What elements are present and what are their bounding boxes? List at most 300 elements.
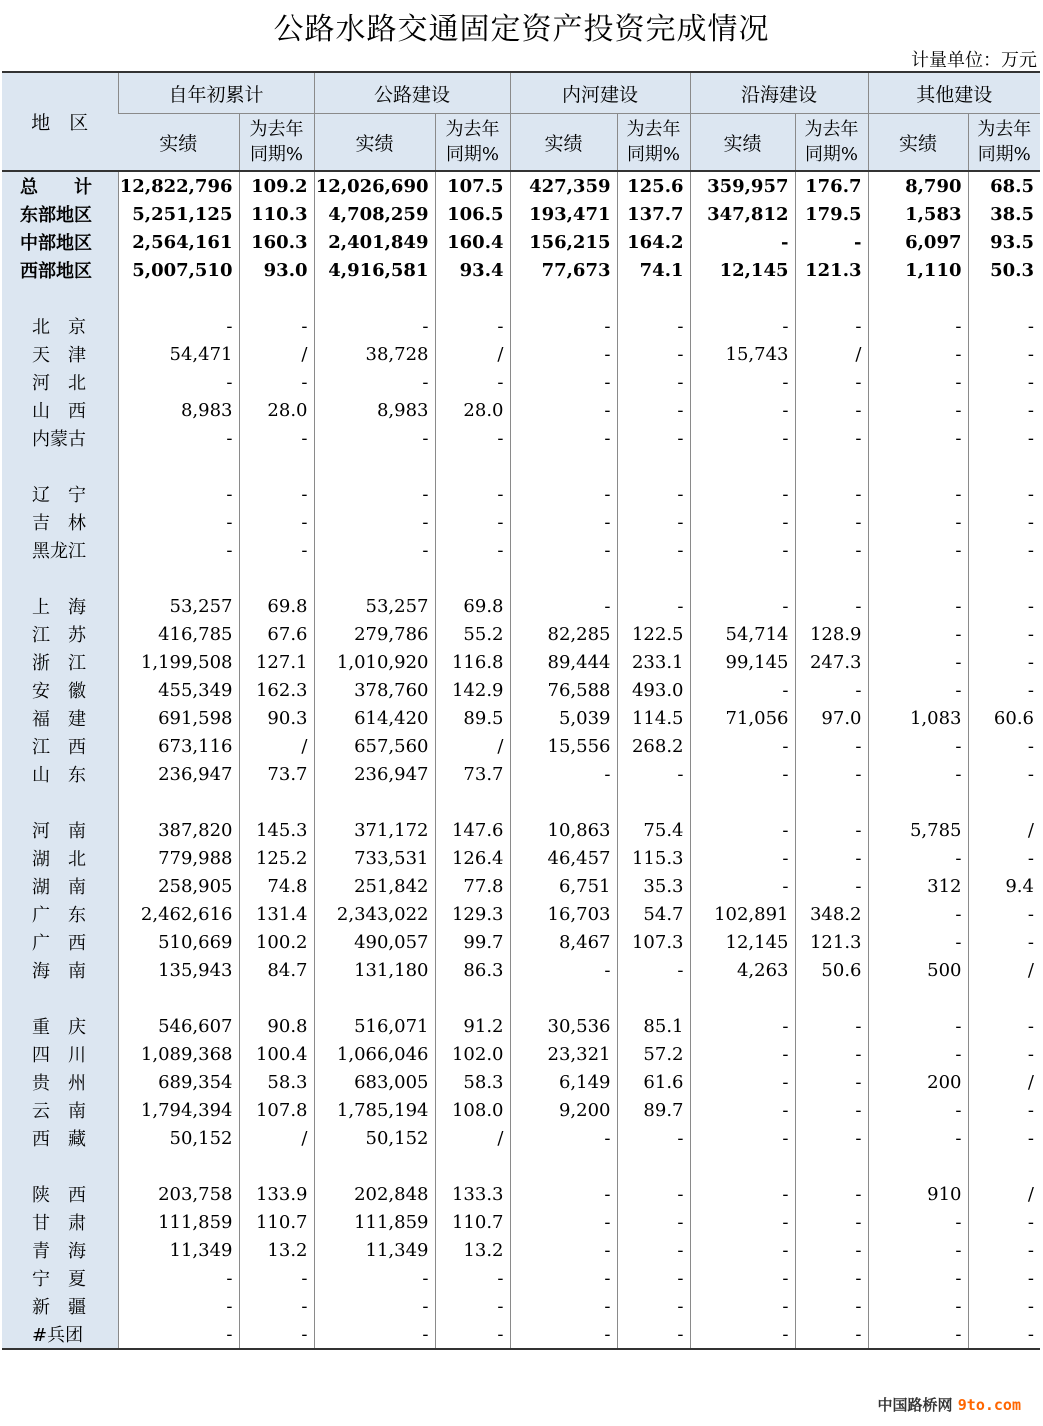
actual-value: 689,354 <box>118 1068 239 1096</box>
yoy-pct-value: 60.6 <box>968 704 1040 732</box>
yoy-pct-value: 348.2 <box>795 900 868 928</box>
yoy-pct-value: - <box>795 1012 868 1040</box>
table-row <box>2 480 1040 508</box>
yoy-pct-value: 13.2 <box>239 1236 314 1264</box>
yoy-pct-value: - <box>239 1264 314 1292</box>
yoy-pct-value: - <box>968 648 1040 676</box>
summary-row <box>2 200 1040 228</box>
yoy-pct-value: - <box>617 536 690 564</box>
actual-value: - <box>690 844 795 872</box>
actual-value: 50,152 <box>314 1124 435 1152</box>
actual-value: - <box>510 592 617 620</box>
actual-value: 371,172 <box>314 816 435 844</box>
yoy-pct-value: - <box>795 368 868 396</box>
yoy-pct-value: - <box>968 1292 1040 1320</box>
actual-value: - <box>118 424 239 452</box>
yoy-pct-value: 102.0 <box>435 1040 510 1068</box>
actual-value: 193,471 <box>510 200 617 228</box>
actual-value: 8,983 <box>314 396 435 424</box>
yoy-pct-value: / <box>239 340 314 368</box>
yoy-pct-value: 67.6 <box>239 620 314 648</box>
yoy-pct-value: 110.7 <box>239 1208 314 1236</box>
yoy-pct-value: - <box>968 1012 1040 1040</box>
actual-value: 683,005 <box>314 1068 435 1096</box>
spacer-cell <box>2 1152 118 1180</box>
actual-value: 6,751 <box>510 872 617 900</box>
table-body <box>2 171 1040 1349</box>
actual-value: - <box>510 424 617 452</box>
actual-value: - <box>314 368 435 396</box>
actual-value: 387,820 <box>118 816 239 844</box>
spacer-cell <box>314 452 435 480</box>
yoy-pct-value: 93.4 <box>435 256 510 284</box>
watermark-site: 中国路桥网 <box>877 1396 953 1414</box>
yoy-pct-value: 247.3 <box>795 648 868 676</box>
actual-value: - <box>690 424 795 452</box>
yoy-pct-value: / <box>968 1180 1040 1208</box>
table-row <box>2 760 1040 788</box>
region-name: 云 南 <box>2 1096 118 1124</box>
yoy-pct-value: 493.0 <box>617 676 690 704</box>
table-row <box>2 1264 1040 1292</box>
actual-value: - <box>510 340 617 368</box>
actual-value: - <box>510 1292 617 1320</box>
actual-value: 1,010,920 <box>314 648 435 676</box>
yoy-pct-value: - <box>795 1180 868 1208</box>
spacer-cell <box>2 564 118 592</box>
yoy-pct-value: - <box>239 312 314 340</box>
group-header-total: 自年初累计 <box>118 72 314 114</box>
yoy-pct-value: 268.2 <box>617 732 690 760</box>
spacer-cell <box>690 284 795 312</box>
yoy-pct-header-line2: 同期% <box>804 144 859 165</box>
region-name: 河 南 <box>2 816 118 844</box>
spacer-cell <box>435 984 510 1012</box>
actual-header: 实绩 <box>314 114 435 172</box>
actual-value: - <box>314 508 435 536</box>
watermark <box>878 1394 1021 1415</box>
table-row <box>2 1208 1040 1236</box>
actual-value: 71,056 <box>690 704 795 732</box>
actual-value: 4,708,259 <box>314 200 435 228</box>
yoy-pct-value: - <box>795 1292 868 1320</box>
actual-value: - <box>868 1236 968 1264</box>
actual-value: - <box>690 760 795 788</box>
region-name: 海 南 <box>2 956 118 984</box>
group-header-coastal: 沿海建设 <box>690 72 868 114</box>
spacer-cell <box>968 984 1040 1012</box>
yoy-pct-value: 107.8 <box>239 1096 314 1124</box>
yoy-pct-value: 100.4 <box>239 1040 314 1068</box>
yoy-pct-value: - <box>435 424 510 452</box>
actual-value: - <box>510 536 617 564</box>
yoy-pct-value: - <box>968 1124 1040 1152</box>
region-name: 天 津 <box>2 340 118 368</box>
spacer-cell <box>510 788 617 816</box>
spacer-cell <box>239 1152 314 1180</box>
yoy-pct-value: - <box>617 1208 690 1236</box>
region-name: 广 东 <box>2 900 118 928</box>
region-name: 上 海 <box>2 592 118 620</box>
actual-value: - <box>690 396 795 424</box>
region-name: 山 西 <box>2 396 118 424</box>
region-name: 黑龙江 <box>2 536 118 564</box>
yoy-pct-value: 107.3 <box>617 928 690 956</box>
actual-value: 910 <box>868 1180 968 1208</box>
actual-value: - <box>510 1124 617 1152</box>
actual-value: 77,673 <box>510 256 617 284</box>
actual-value: - <box>118 312 239 340</box>
actual-value: - <box>868 732 968 760</box>
yoy-pct-value: - <box>795 732 868 760</box>
spacer-cell <box>868 564 968 592</box>
yoy-pct-value: - <box>795 396 868 424</box>
actual-value: - <box>118 1320 239 1349</box>
yoy-pct-value: - <box>968 368 1040 396</box>
yoy-pct-value: - <box>968 676 1040 704</box>
summary-row <box>2 171 1040 200</box>
yoy-pct-value: - <box>795 844 868 872</box>
yoy-pct-value: - <box>795 424 868 452</box>
yoy-pct-value: 162.3 <box>239 676 314 704</box>
yoy-pct-value: - <box>617 1180 690 1208</box>
yoy-pct-value: - <box>795 1040 868 1068</box>
actual-value: 347,812 <box>690 200 795 228</box>
actual-value: 733,531 <box>314 844 435 872</box>
actual-value: - <box>690 1292 795 1320</box>
yoy-pct-value: 133.3 <box>435 1180 510 1208</box>
actual-value: 38,728 <box>314 340 435 368</box>
actual-value: 203,758 <box>118 1180 239 1208</box>
yoy-pct-value: 137.7 <box>617 200 690 228</box>
yoy-pct-value: - <box>795 1068 868 1096</box>
actual-value: - <box>510 312 617 340</box>
yoy-pct-value: 58.3 <box>239 1068 314 1096</box>
table-row <box>2 844 1040 872</box>
yoy-pct-value: - <box>435 1320 510 1349</box>
yoy-pct-value: - <box>239 424 314 452</box>
yoy-pct-value: 89.5 <box>435 704 510 732</box>
actual-value: - <box>690 368 795 396</box>
actual-value: - <box>690 1068 795 1096</box>
yoy-pct-value: 107.5 <box>435 171 510 200</box>
spacer-cell <box>435 788 510 816</box>
header-row-groups <box>2 72 1040 114</box>
actual-value: 53,257 <box>314 592 435 620</box>
unit-label: 计量单位：万元 <box>911 50 1037 71</box>
region-name: 宁 夏 <box>2 1264 118 1292</box>
region-name: #兵团 <box>2 1320 118 1349</box>
yoy-pct-value: 55.2 <box>435 620 510 648</box>
yoy-pct-value: - <box>795 508 868 536</box>
yoy-pct-value: - <box>795 1096 868 1124</box>
yoy-pct-value: - <box>435 312 510 340</box>
actual-value: 16,703 <box>510 900 617 928</box>
yoy-pct-value: 61.6 <box>617 1068 690 1096</box>
yoy-pct-value: 125.6 <box>617 171 690 200</box>
yoy-pct-value: - <box>435 508 510 536</box>
actual-value: - <box>690 1012 795 1040</box>
actual-value: 251,842 <box>314 872 435 900</box>
spacer-row <box>2 984 1040 1012</box>
actual-value: 546,607 <box>118 1012 239 1040</box>
yoy-pct-value: - <box>795 1236 868 1264</box>
yoy-pct-value: - <box>617 368 690 396</box>
actual-value: 54,471 <box>118 340 239 368</box>
yoy-pct-value: - <box>435 536 510 564</box>
spacer-cell <box>617 564 690 592</box>
spacer-cell <box>118 452 239 480</box>
yoy-pct-header-line1: 为去年 <box>249 119 304 140</box>
actual-value: 5,007,510 <box>118 256 239 284</box>
spacer-cell <box>510 452 617 480</box>
yoy-pct-value: 100.2 <box>239 928 314 956</box>
yoy-pct-value: - <box>617 1292 690 1320</box>
actual-value: 54,714 <box>690 620 795 648</box>
yoy-pct-value: 122.5 <box>617 620 690 648</box>
yoy-pct-value: 68.5 <box>968 171 1040 200</box>
region-name: 福 建 <box>2 704 118 732</box>
actual-value: - <box>690 508 795 536</box>
investment-table <box>2 71 1040 1350</box>
yoy-pct-value: - <box>435 368 510 396</box>
yoy-pct-value: 109.2 <box>239 171 314 200</box>
yoy-pct-value: - <box>968 312 1040 340</box>
spacer-cell <box>868 284 968 312</box>
spacer-cell <box>968 452 1040 480</box>
region-name: 贵 州 <box>2 1068 118 1096</box>
actual-value: - <box>868 760 968 788</box>
spacer-cell <box>868 452 968 480</box>
actual-value: - <box>690 1096 795 1124</box>
region-name: 陕 西 <box>2 1180 118 1208</box>
actual-value: - <box>868 480 968 508</box>
actual-value: - <box>868 928 968 956</box>
spacer-cell <box>795 564 868 592</box>
yoy-pct-value: / <box>239 732 314 760</box>
yoy-pct-value: - <box>239 1292 314 1320</box>
region-name: 吉 林 <box>2 508 118 536</box>
yoy-pct-value: - <box>795 1124 868 1152</box>
yoy-pct-value: 69.8 <box>435 592 510 620</box>
yoy-pct-value: - <box>968 844 1040 872</box>
yoy-pct-value: - <box>968 536 1040 564</box>
region-header: 地 区 <box>2 72 118 171</box>
yoy-pct-value: - <box>968 1264 1040 1292</box>
spacer-cell <box>239 564 314 592</box>
yoy-pct-value: 116.8 <box>435 648 510 676</box>
actual-value: - <box>690 480 795 508</box>
yoy-pct-value: - <box>795 1320 868 1349</box>
region-name: 西 藏 <box>2 1124 118 1152</box>
spacer-cell <box>118 284 239 312</box>
table-row <box>2 1096 1040 1124</box>
actual-value: - <box>868 900 968 928</box>
region-name: 东部地区 <box>2 200 118 228</box>
actual-value: 490,057 <box>314 928 435 956</box>
actual-value: 8,467 <box>510 928 617 956</box>
yoy-pct-value: - <box>795 872 868 900</box>
actual-value: - <box>868 844 968 872</box>
yoy-pct-value: - <box>239 536 314 564</box>
yoy-pct-value: 73.7 <box>435 760 510 788</box>
yoy-pct-value: - <box>968 480 1040 508</box>
yoy-pct-value: - <box>968 760 1040 788</box>
yoy-pct-value: 99.7 <box>435 928 510 956</box>
actual-value: - <box>314 312 435 340</box>
yoy-pct-value: - <box>968 340 1040 368</box>
actual-value: 6,097 <box>868 228 968 256</box>
yoy-pct-value: 86.3 <box>435 956 510 984</box>
actual-value: 111,859 <box>314 1208 435 1236</box>
yoy-pct-value: - <box>795 1208 868 1236</box>
yoy-pct-value: 145.3 <box>239 816 314 844</box>
actual-value: 200 <box>868 1068 968 1096</box>
yoy-pct-header <box>435 114 510 172</box>
yoy-pct-value: - <box>435 1292 510 1320</box>
spacer-cell <box>690 452 795 480</box>
yoy-pct-value: 110.7 <box>435 1208 510 1236</box>
spacer-cell <box>314 984 435 1012</box>
table-row <box>2 1320 1040 1349</box>
yoy-pct-value: 13.2 <box>435 1236 510 1264</box>
spacer-cell <box>968 284 1040 312</box>
actual-value: - <box>510 1320 617 1349</box>
yoy-pct-value: 50.6 <box>795 956 868 984</box>
yoy-pct-header-line2: 同期% <box>445 144 500 165</box>
region-name: 新 疆 <box>2 1292 118 1320</box>
yoy-pct-value: - <box>617 396 690 424</box>
yoy-pct-header <box>968 114 1040 172</box>
actual-value: 82,285 <box>510 620 617 648</box>
actual-value: - <box>868 340 968 368</box>
actual-value: 53,257 <box>118 592 239 620</box>
yoy-pct-value: 147.6 <box>435 816 510 844</box>
yoy-pct-value: 121.3 <box>795 928 868 956</box>
yoy-pct-value: 58.3 <box>435 1068 510 1096</box>
yoy-pct-value: - <box>617 1236 690 1264</box>
actual-value: - <box>868 1320 968 1349</box>
actual-value: 5,251,125 <box>118 200 239 228</box>
actual-value: 5,785 <box>868 816 968 844</box>
yoy-pct-value: - <box>968 396 1040 424</box>
table-row <box>2 312 1040 340</box>
yoy-pct-value: 128.9 <box>795 620 868 648</box>
table-row <box>2 872 1040 900</box>
table-row <box>2 648 1040 676</box>
region-name: 浙 江 <box>2 648 118 676</box>
actual-value: 12,026,690 <box>314 171 435 200</box>
table-row <box>2 1180 1040 1208</box>
yoy-pct-header-line1: 为去年 <box>445 119 500 140</box>
spacer-cell <box>968 564 1040 592</box>
yoy-pct-value: 85.1 <box>617 1012 690 1040</box>
yoy-pct-value: - <box>617 592 690 620</box>
actual-value: 416,785 <box>118 620 239 648</box>
actual-value: - <box>690 1264 795 1292</box>
actual-value: 131,180 <box>314 956 435 984</box>
yoy-pct-value: 121.3 <box>795 256 868 284</box>
yoy-pct-value: - <box>435 480 510 508</box>
yoy-pct-value: 142.9 <box>435 676 510 704</box>
actual-value: - <box>690 1180 795 1208</box>
yoy-pct-value: 54.7 <box>617 900 690 928</box>
region-name: 辽 宁 <box>2 480 118 508</box>
yoy-pct-value: 35.3 <box>617 872 690 900</box>
yoy-pct-value: 84.7 <box>239 956 314 984</box>
yoy-pct-value: 115.3 <box>617 844 690 872</box>
yoy-pct-value: 106.5 <box>435 200 510 228</box>
yoy-pct-value: 38.5 <box>968 200 1040 228</box>
yoy-pct-value: 131.4 <box>239 900 314 928</box>
yoy-pct-value: - <box>617 480 690 508</box>
spacer-cell <box>510 984 617 1012</box>
actual-header: 实绩 <box>868 114 968 172</box>
yoy-pct-header-line2: 同期% <box>249 144 304 165</box>
table-row <box>2 1068 1040 1096</box>
yoy-pct-value: 108.0 <box>435 1096 510 1124</box>
summary-row <box>2 256 1040 284</box>
actual-value: - <box>868 424 968 452</box>
spacer-cell <box>510 284 617 312</box>
yoy-pct-value: - <box>795 1264 868 1292</box>
yoy-pct-value: - <box>968 732 1040 760</box>
actual-value: - <box>118 1292 239 1320</box>
yoy-pct-value: 179.5 <box>795 200 868 228</box>
yoy-pct-value: / <box>435 732 510 760</box>
table-row <box>2 424 1040 452</box>
spacer-cell <box>2 788 118 816</box>
region-name: 山 东 <box>2 760 118 788</box>
table-row <box>2 816 1040 844</box>
actual-value: - <box>314 536 435 564</box>
spacer-cell <box>314 788 435 816</box>
actual-value: - <box>510 1180 617 1208</box>
actual-value: 12,822,796 <box>118 171 239 200</box>
yoy-pct-value: 125.2 <box>239 844 314 872</box>
page-title: 公路水路交通固定资产投资完成情况 <box>273 12 770 47</box>
yoy-pct-value: - <box>239 508 314 536</box>
actual-value: - <box>690 816 795 844</box>
spacer-cell <box>118 788 239 816</box>
spacer-cell <box>868 1152 968 1180</box>
yoy-pct-value: - <box>795 760 868 788</box>
yoy-pct-value: 126.4 <box>435 844 510 872</box>
yoy-pct-header-line1: 为去年 <box>626 119 681 140</box>
region-name: 重 庆 <box>2 1012 118 1040</box>
spacer-cell <box>314 564 435 592</box>
yoy-pct-value: - <box>617 424 690 452</box>
actual-value: - <box>868 1208 968 1236</box>
yoy-pct-value: 90.3 <box>239 704 314 732</box>
table-row <box>2 900 1040 928</box>
region-name: 安 徽 <box>2 676 118 704</box>
spacer-row <box>2 788 1040 816</box>
yoy-pct-value: 164.2 <box>617 228 690 256</box>
yoy-pct-header-line1: 为去年 <box>977 119 1032 140</box>
actual-value: - <box>868 536 968 564</box>
spacer-cell <box>239 984 314 1012</box>
actual-value: 46,457 <box>510 844 617 872</box>
actual-value: 9,200 <box>510 1096 617 1124</box>
spacer-cell <box>239 452 314 480</box>
actual-value: - <box>690 872 795 900</box>
table-row <box>2 1292 1040 1320</box>
yoy-pct-value: / <box>795 340 868 368</box>
spacer-cell <box>617 788 690 816</box>
actual-value: 455,349 <box>118 676 239 704</box>
actual-header: 实绩 <box>118 114 239 172</box>
